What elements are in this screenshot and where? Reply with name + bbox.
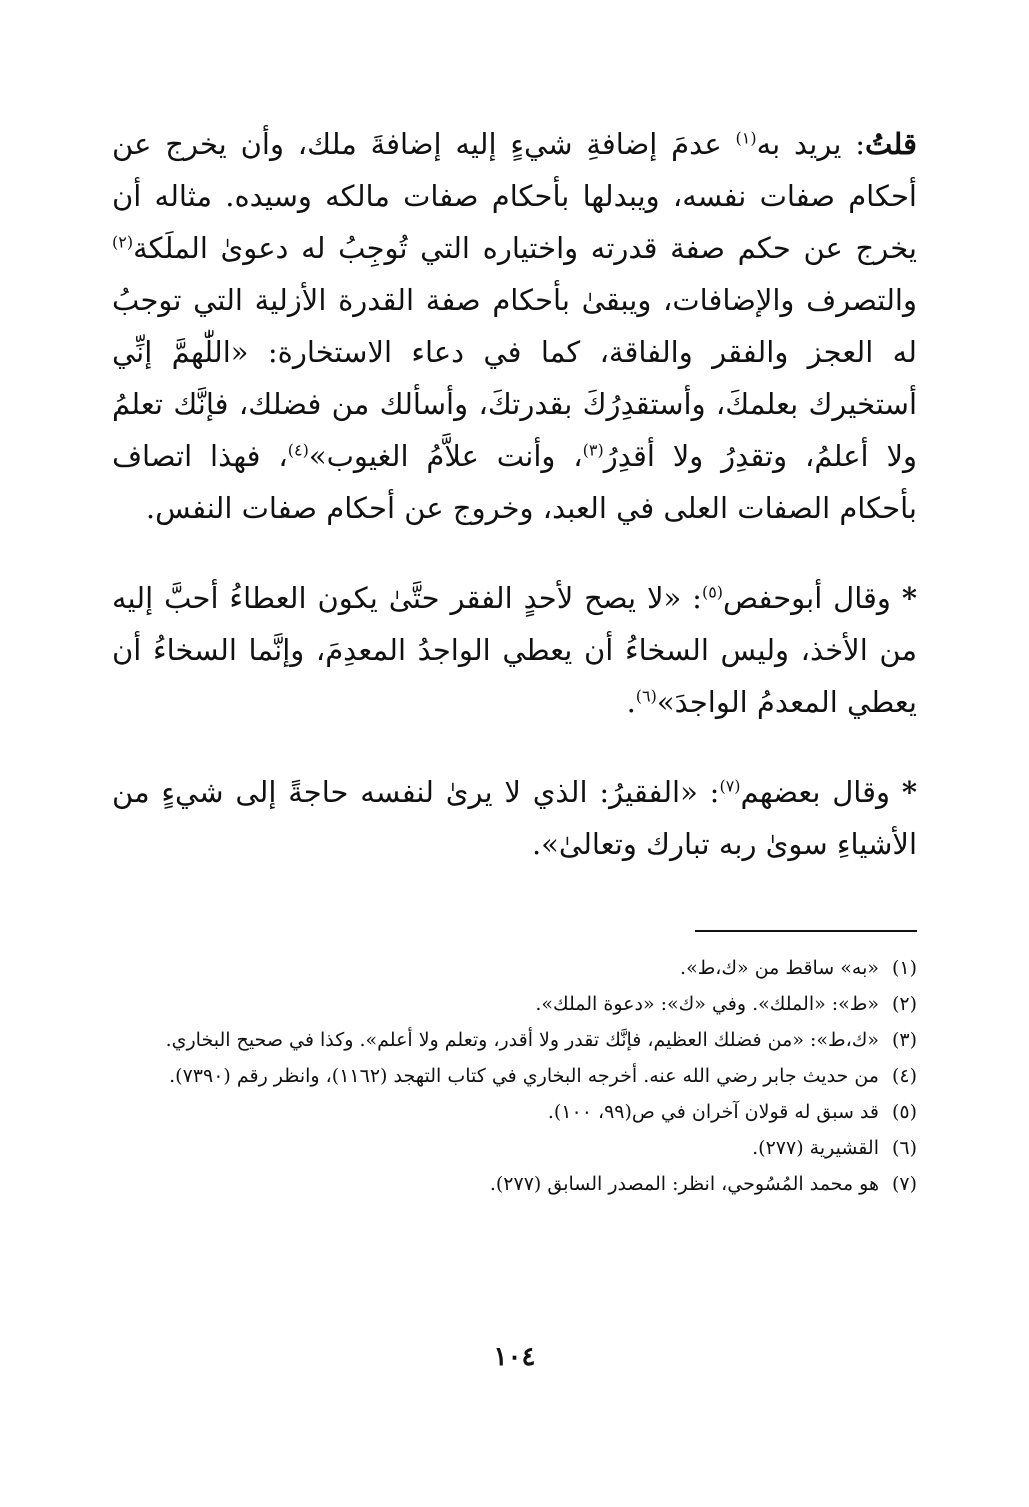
text-run: ، وأنت علاَّمُ الغيوب» — [308, 439, 583, 473]
footnote-ref-4[interactable]: (٤) — [287, 440, 309, 460]
footnote-text: «ط»: «الملك». وفي «ك»: «دعوة الملك». — [535, 993, 879, 1015]
footnote-ref-6[interactable]: (٦) — [635, 686, 657, 706]
main-text — [112, 118, 917, 870]
paragraph-3 — [112, 766, 917, 870]
footnote-ref-1[interactable]: (١) — [735, 128, 757, 148]
text-run: عدمَ إضافةِ شيءٍ إليه إضافةَ ملك، وأن يخرج عن أحكام صفات نفسه، ويبدلها بأحكام صفات مالكه وسيده. مثاله أن يخرج عن حكم صفة قدرته واختياره التي تُوجِبُ له دعوىٰ الملَكة — [112, 127, 917, 265]
footnote-text: «به» ساقط من «ك،ط». — [680, 957, 879, 979]
footnote-item — [112, 952, 917, 984]
text-run: والتصرف والإضافات، ويبقىٰ بأحكام صفة القدرة الأزلية التي توجبُ له العجز والفقر والفاقة، كما في دعاء الاستخارة: «اللّٰهمَّ إنِّي أستخيرك بعلمكَ، وأستقدِرُكَ بقدرتكَ، وأسألك من فضلك، فإنَّك تعلمُ ولا أعلمُ، وتقدِرُ ولا أقدِرُ — [112, 283, 917, 473]
page-number: ١٠٤ — [493, 1342, 536, 1372]
text-run: . — [626, 685, 636, 719]
footnote-text: هو محمد المُسُوحي، انظر: المصدر السابق (٢٧٧). — [489, 1173, 879, 1195]
footnotes-list — [112, 952, 917, 1204]
paragraph-1 — [112, 118, 917, 534]
footnote-item — [112, 1132, 917, 1164]
paragraph-2 — [112, 572, 917, 728]
footnote-number: (٢) — [891, 993, 917, 1015]
footnote-ref-5[interactable]: (٥) — [701, 582, 724, 602]
footnote-item — [112, 1060, 917, 1092]
footnote-ref-7[interactable]: (٧) — [719, 776, 741, 796]
footnote-text: قد سبق له قولان آخران في ص(٩٩، ١٠٠). — [547, 1101, 879, 1123]
footnote-text: القشيرية (٢٧٧). — [752, 1137, 879, 1159]
asterisk-marker: * — [901, 775, 917, 809]
footnote-text: من حديث جابر رضي الله عنه. أخرجه البخاري في كتاب التهجد (١١٦٢)، وانظر رقم (٧٣٩٠). — [169, 1065, 879, 1087]
footnote-ref-2[interactable]: (٢) — [112, 232, 134, 252]
footnote-item — [112, 1024, 917, 1056]
footnote-number: (١) — [891, 957, 917, 979]
footnote-item — [112, 988, 917, 1020]
footnote-ref-3[interactable]: (٣) — [582, 440, 604, 460]
footnote-item — [112, 1168, 917, 1200]
footnote-item — [112, 1096, 917, 1128]
text-run: وقال بعضهم — [740, 775, 902, 809]
footnote-divider — [695, 930, 917, 932]
paragraph-label: قلتُ — [865, 127, 917, 161]
footnote-text: «ك،ط»: «من فضلك العظيم، فإنَّك تقدر ولا أقدر، وتعلم ولا أعلم». وكذا في صحيح البخاري. — [165, 1029, 879, 1051]
footnote-number: (٣) — [891, 1029, 917, 1051]
text-run: ، فهذا اتصاف بأحكام الصفات العلى في العبد، وخروج عن أحكام صفات النفس. — [112, 439, 917, 525]
footnote-number: (٤) — [891, 1065, 917, 1087]
footnote-number: (٧) — [891, 1173, 917, 1195]
asterisk-marker: * — [901, 581, 917, 615]
text-run: : يريد به — [756, 127, 866, 161]
text-run: : «الفقيرُ: الذي لا يرىٰ لنفسه حاجةً إلى شيءٍ من الأشياءِ سوىٰ ربه تبارك وتعالىٰ». — [112, 775, 917, 861]
text-run: : «لا يصح لأحدٍ الفقر حتَّىٰ يكون العطاءُ أحبَّ إليه من الأخذ، وليس السخاءُ أن يعطي الواجدُ المعدِمَ، وإنَّما السخاءُ أن يعطي المعدمُ الواجدَ» — [112, 581, 917, 719]
footnote-number: (٥) — [891, 1101, 917, 1123]
text-run: وقال أبوحفص — [723, 581, 902, 615]
footnote-number: (٦) — [891, 1137, 917, 1159]
